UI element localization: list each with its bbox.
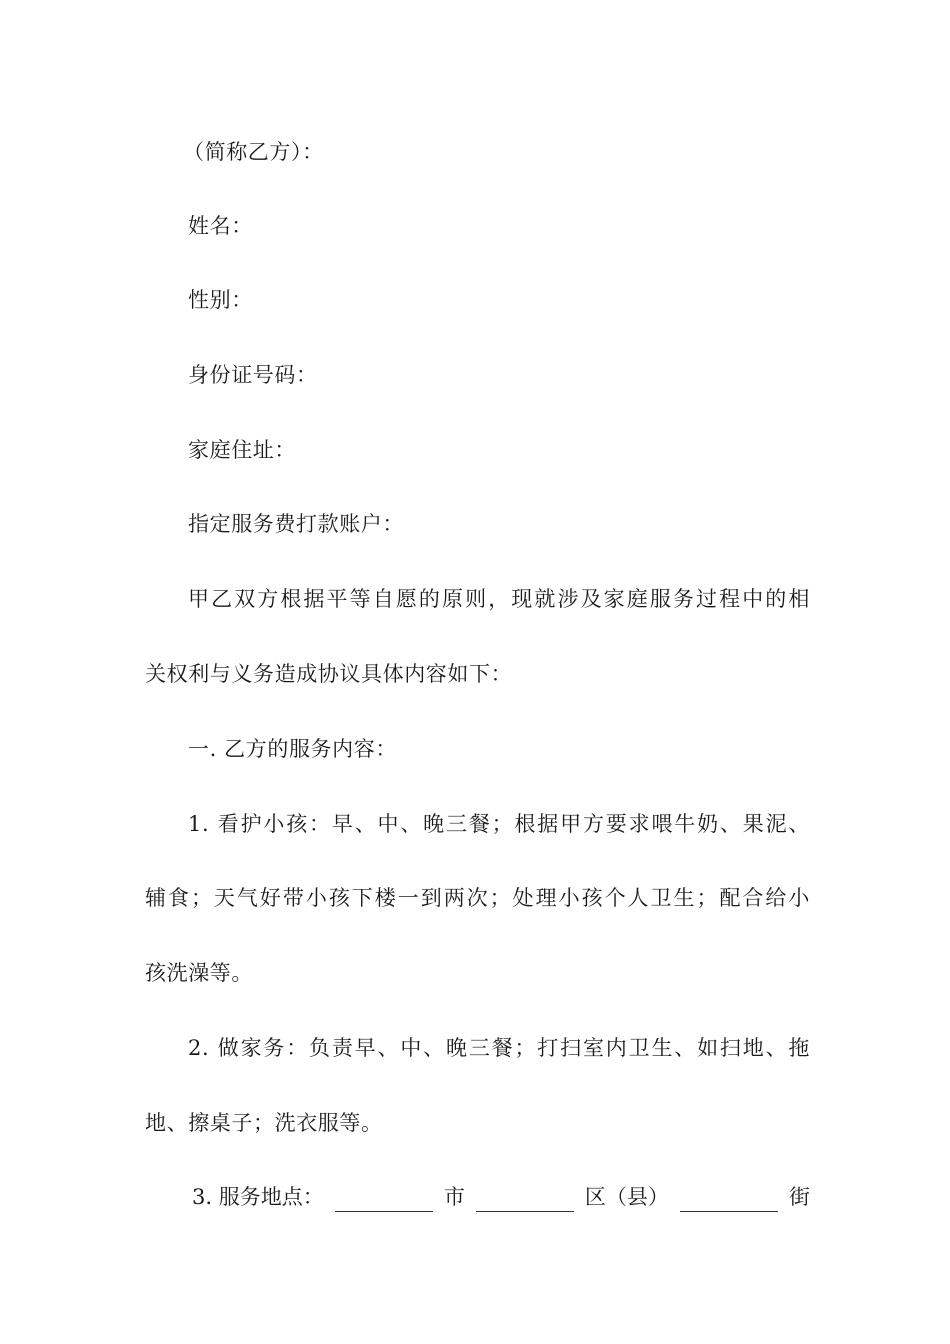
district-suffix: 区（县） xyxy=(584,1185,669,1209)
city-blank[interactable] xyxy=(335,1189,433,1212)
party-b-abbreviation: （简称乙方）： xyxy=(183,140,324,164)
childcare-clause-line-1: 1. 看护小孩：早、中、晚三餐；根据甲方要求喂牛奶、果泥、 xyxy=(188,812,810,836)
city-suffix: 市 xyxy=(443,1185,465,1209)
service-location-label: 3. 服务地点： xyxy=(192,1185,324,1209)
home-address-field-label: 家庭住址： xyxy=(188,438,296,462)
childcare-clause-line-3: 孩洗澡等。 xyxy=(145,961,253,985)
street-blank[interactable] xyxy=(680,1189,778,1212)
gender-field-label: 性别： xyxy=(188,288,253,312)
payment-account-field-label: 指定服务费打款账户： xyxy=(188,512,404,536)
id-number-field-label: 身份证号码： xyxy=(188,363,318,387)
housework-clause-line-2: 地、擦桌子；洗衣服等。 xyxy=(145,1111,383,1135)
agreement-intro-line-2: 关权利与义务造成协议具体内容如下： xyxy=(145,662,513,686)
section-heading-service-content: 一. 乙方的服务内容： xyxy=(188,737,397,761)
agreement-intro-line-1: 甲乙双方根据平等自愿的原则，现就涉及家庭服务过程中的相 xyxy=(188,587,810,611)
name-field-label: 姓名： xyxy=(188,214,253,238)
service-location-row xyxy=(192,1182,810,1212)
street-suffix: 街 xyxy=(789,1185,810,1209)
housework-clause-line-1: 2. 做家务：负责早、中、晚三餐；打扫室内卫生、如扫地、拖 xyxy=(188,1036,810,1060)
childcare-clause-line-2: 辅食；天气好带小孩下楼一到两次；处理小孩个人卫生；配合给小 xyxy=(145,886,810,910)
district-blank[interactable] xyxy=(476,1189,574,1212)
